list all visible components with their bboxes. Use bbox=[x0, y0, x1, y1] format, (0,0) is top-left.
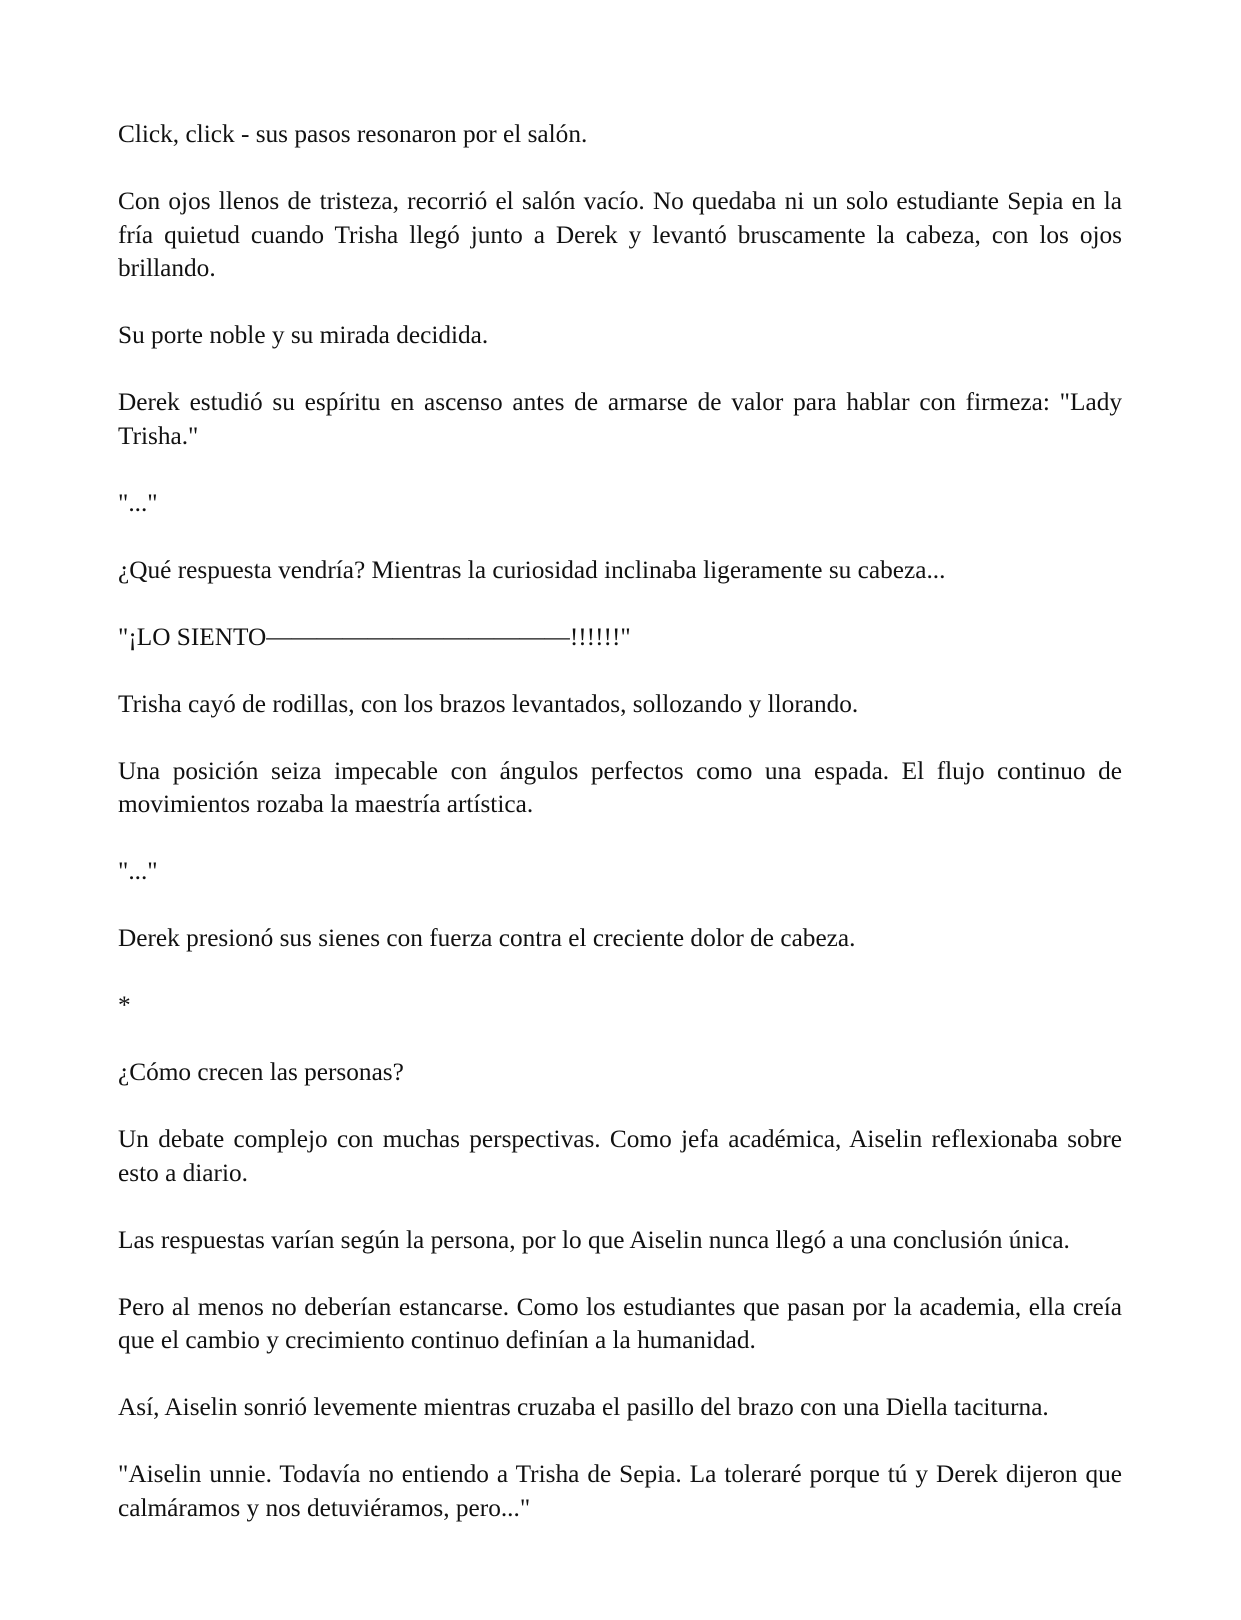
paragraph: Las respuestas varían según la persona, por lo que Aiselin nunca llegó a una conclusión única. bbox=[118, 1225, 1070, 1254]
text-column bbox=[118, 118, 1122, 1559]
paragraph: "..." bbox=[118, 857, 158, 885]
paragraph: Click, click - sus pasos resonaron por el salón. bbox=[118, 120, 588, 148]
paragraph: Derek presionó sus sienes con fuerza contra el creciente dolor de cabeza. bbox=[118, 924, 856, 952]
paragraph: Pero al menos no deberían estancarse. Como los estudiantes que pasan por la academia, ella creía que el cambio y crecimiento continuo definían a la humanidad. bbox=[118, 1292, 1122, 1354]
paragraph: Su porte noble y su mirada decidida. bbox=[118, 321, 489, 349]
paragraph: Así, Aiselin sonrió levemente mientras cruzaba el pasillo del brazo con una Diella taciturna. bbox=[118, 1393, 1049, 1421]
paragraph: Derek estudió su espíritu en ascenso antes de armarse de valor para hablar con firmeza: "Lady Trisha." bbox=[118, 388, 1122, 450]
paragraph: Trisha cayó de rodillas, con los brazos levantados, sollozando y llorando. bbox=[118, 689, 859, 718]
paragraph: ¿Qué respuesta vendría? Mientras la curiosidad inclinaba ligeramente su cabeza... bbox=[118, 555, 946, 584]
paragraph: Un debate complejo con muchas perspectivas. Como jefa académica, Aiselin reflexionaba sobre esto a diario. bbox=[118, 1125, 1122, 1187]
section-separator: * bbox=[118, 991, 131, 1019]
paragraph: "¡LO SIENTO————————————!!!!!!" bbox=[118, 622, 631, 651]
paragraph: Con ojos llenos de tristeza, recorrió el salón vacío. No quedaba ni un solo estudiante Sepia en la fría quietud cuando Trisha llegó junto a Derek y levantó bruscamente la cabeza, con los ojos brillando. bbox=[118, 187, 1122, 282]
paragraph: "..." bbox=[118, 488, 158, 517]
paragraph: Una posición seiza impecable con ángulos perfectos como una espada. El flujo continuo de movimientos rozaba la maestría artística. bbox=[118, 756, 1122, 818]
paragraph: ¿Cómo crecen las personas? bbox=[118, 1058, 404, 1086]
paragraph: "Aiselin unnie. Todavía no entiendo a Trisha de Sepia. La toleraré porque tú y Derek dijeron que calmáramos y nos detuviéramos, pero..." bbox=[118, 1460, 1122, 1522]
